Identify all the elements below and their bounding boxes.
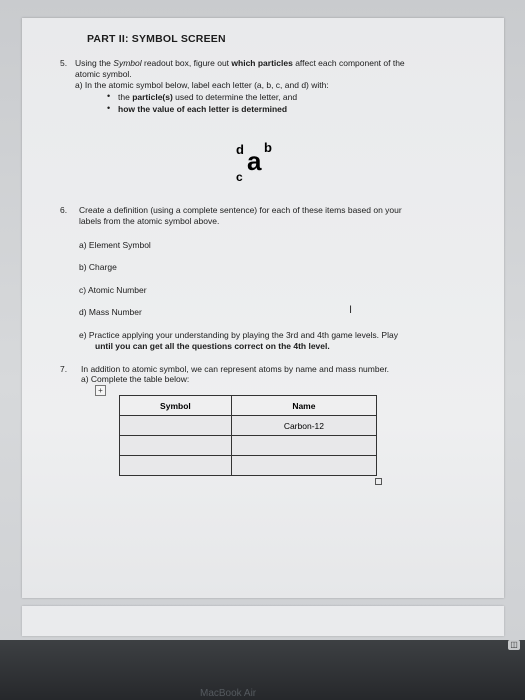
bullet-icon: •: [107, 103, 111, 113]
table-row: [120, 456, 377, 476]
table-move-handle-icon[interactable]: +: [95, 385, 106, 396]
q5-line1: Using the Symbol readout box, figure out which particles affect each component of the: [75, 58, 405, 68]
bezel-label: MacBook Air: [200, 688, 257, 699]
q7-line1: In addition to atomic symbol, we can represent atoms by name and mass number.: [81, 364, 390, 374]
table-row: [120, 436, 377, 456]
symbol-label-d: d: [236, 142, 244, 157]
q5-bullet1: the particle(s) used to determine the letter, and: [118, 92, 298, 102]
symbol-label-a: a: [247, 146, 262, 176]
next-page: [22, 606, 504, 636]
q6-item-b: b) Charge: [79, 262, 117, 272]
q5-line2: atomic symbol.: [75, 69, 132, 79]
table-cell[interactable]: [120, 456, 232, 476]
atomic-symbol: [230, 140, 300, 190]
text-cursor-icon: I: [349, 304, 353, 316]
q6-item-c: c) Atomic Number: [79, 285, 147, 295]
table-header-row: [120, 396, 377, 416]
q6-item-a: a) Element Symbol: [79, 240, 151, 250]
table-header-name: Name: [231, 396, 376, 416]
q5-part-a: a) In the atomic symbol below, label each letter (a, b, c, and d) with:: [75, 80, 329, 90]
q6-line2: labels from the atomic symbol above.: [79, 216, 220, 226]
table-header-symbol: Symbol: [120, 396, 232, 416]
q6-line1: Create a definition (using a complete sentence) for each of these items based on your: [79, 205, 402, 215]
q6-item-d: d) Mass Number: [79, 307, 142, 317]
table-cell[interactable]: [231, 436, 376, 456]
q7-number: 7.: [60, 364, 68, 374]
symbol-label-b: b: [264, 140, 272, 155]
bullet-icon: •: [107, 91, 111, 101]
table-cell[interactable]: [120, 436, 232, 456]
table-cell[interactable]: [231, 456, 376, 476]
q5-bullet2: how the value of each letter is determined: [118, 104, 288, 114]
laptop-bezel: [0, 640, 525, 700]
table-resize-handle[interactable]: [375, 478, 382, 485]
symbol-label-c: c: [236, 170, 243, 184]
part-title: PART II: SYMBOL SCREEN: [87, 33, 226, 45]
q7-part-a: a) Complete the table below:: [81, 374, 190, 384]
symbol-name-table: [119, 395, 377, 476]
q6-number: 6.: [60, 205, 68, 215]
table-cell[interactable]: Carbon-12: [231, 416, 376, 436]
table-cell[interactable]: [120, 416, 232, 436]
q6-item-e-line2: until you can get all the questions correct on the 4th level.: [95, 341, 330, 351]
window-control-icon[interactable]: ◫: [508, 640, 520, 650]
q5-number: 5.: [60, 58, 68, 68]
table-row: [120, 416, 377, 436]
q6-item-e: e) Practice applying your understanding by playing the 3rd and 4th game levels. Play: [79, 330, 398, 340]
